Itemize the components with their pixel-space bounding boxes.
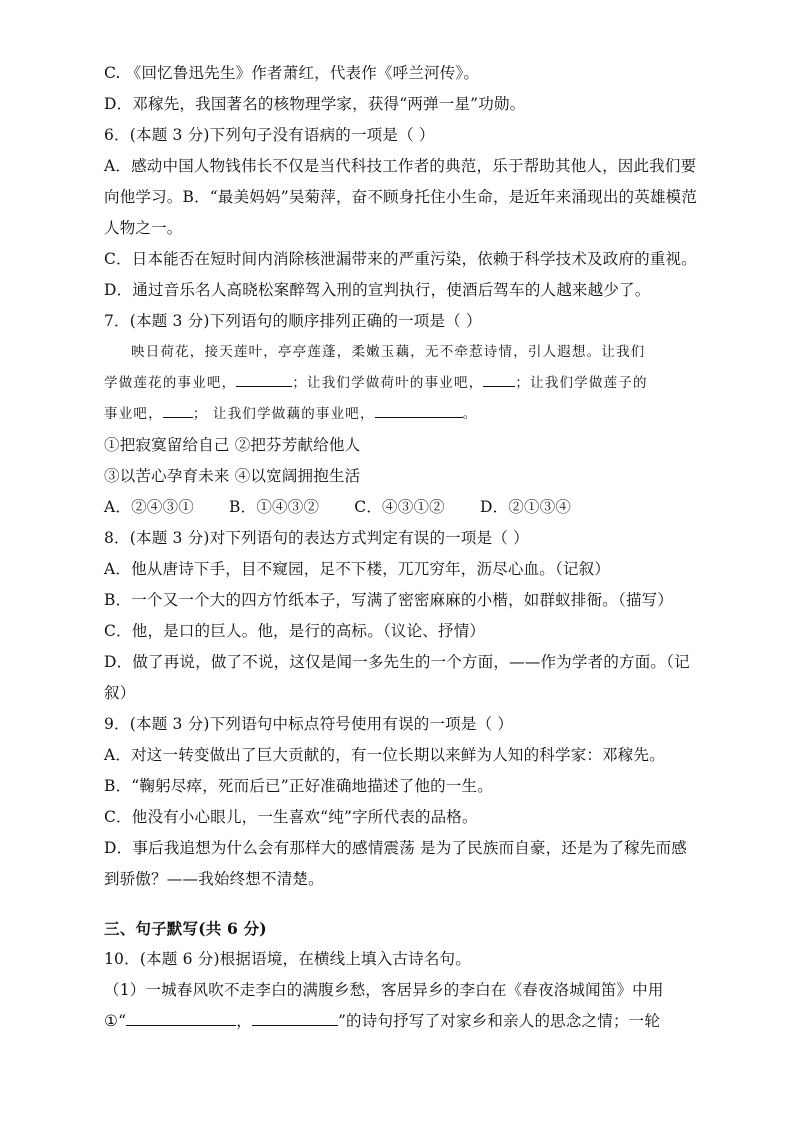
question-6-option-c: C．日本能否在短时间内消除核泄漏带来的严重污染，依赖于科学技术及政府的重视。 [104,250,697,268]
passage-text: ； 让我们学做藕的事业吧， [192,406,375,422]
passage-text: 。 [462,406,478,422]
option-b: B．①④③② [229,498,320,516]
question-9-option-a: A．对这一转变做出了巨大贡献的，有一位长期以来鲜为人知的科学家：邓稼先。 [104,746,665,764]
blank-separator: ， [236,1012,252,1030]
passage-text: ；让我们学做莲子的 [515,375,648,391]
passage-text: ；让我们学做荷叶的事业吧， [292,375,484,391]
blank-prefix: ①“ [104,1012,127,1030]
fill-blank[interactable] [236,370,292,387]
passage-text: 学做莲花的事业吧， [104,375,237,391]
question-8: 8．(本题 3 分)对下列语句的表达方式判定有误的一项是（ ） [104,529,529,547]
question-7-passage-line-1: 映日荷花，接天莲叶，亭亭莲蓬，柔嫩玉藕，无不牵惹诗情，引人遐想。让我们 [131,344,646,360]
question-6-option-a-b: A．感动中国人物钱伟长不仅是当代科技工作者的典范，乐于帮助其他人，因此我们要向他学习。B．“最美妈妈”吴菊萍，奋不顾身托住小生命，是近年来涌现出的英雄模范人物之一。 [104,157,698,237]
option-a: A．②④③① [104,498,194,516]
question-7-choices-2: ③以苦心孕育未来 ④以宽阔拥抱生活 [104,467,361,485]
question-7-options [104,492,698,523]
blank-suffix: ”的诗句抒写了对家乡和亲人的思念之情；一轮 [337,1012,661,1030]
option-c: C．④③①② [354,498,445,516]
option-c-line: C. 《回忆鲁迅先生》作者萧红，代表作《呼兰河传》。 [104,64,480,82]
question-7-passage-line-3 [104,399,698,430]
question-7: 7．(本题 3 分)下列语句的顺序排列正确的一项是（ ） [104,312,482,330]
fill-blank[interactable] [252,1009,338,1026]
passage-text: 事业吧， [104,406,163,422]
question-6-option-d: D．通过音乐名人高晓松案醉驾入刑的宣判执行，使酒后驾车的人越来越少了。 [104,281,651,299]
question-9-option-d: D．事后我追想为什么会有那样大的感情震荡 是为了民族而自豪，还是为了稼先而感到骄傲？——我始终想不清楚。 [104,839,687,888]
question-9: 9．(本题 3 分)下列语句中标点符号使用有误的一项是（ ） [104,715,514,733]
question-9-option-c: C．他没有小心眼儿，一生喜欢“纯”字所代表的品格。 [104,808,478,826]
fill-blank[interactable] [375,401,463,418]
option-d: D．②①③④ [479,498,572,516]
question-8-option-a: A．他从唐诗下手，目不窥园，足不下楼，兀兀穷年，沥尽心血。（记叙） [104,560,611,578]
exam-page [104,58,698,1037]
fill-blank[interactable] [163,401,193,418]
question-10-part-1: （1）一城春风吹不走李白的满腹乡愁，客居异乡的李白在《春夜洛城闻笛》中用 [104,981,664,999]
section-3-heading: 三、句子默写(共 6 分) [104,919,267,938]
question-10-part-1-blanks [104,1006,698,1037]
question-7-passage-line-2 [104,368,698,399]
fill-blank[interactable] [126,1009,236,1026]
question-6: 6．(本题 3 分)下列句子没有语病的一项是（ ） [104,126,435,144]
question-8-option-b: B．一个又一个大的四方竹纸本子，写满了密密麻麻的小楷，如群蚁排衙。（描写） [104,591,674,609]
question-9-option-b: B．“鞠躬尽瘁，死而后已”正好准确地描述了他的一生。 [104,777,493,795]
question-7-choices-1: ①把寂寞留给自己 ②把芬芳献给他人 [104,436,361,454]
question-8-option-c: C．他，是口的巨人。他，是行的高标。（议论、抒情） [104,622,486,640]
option-d-line: D．邓稼先，我国著名的核物理学家，获得“两弹一星”功勋。 [104,95,526,113]
question-8-option-d: D．做了再说，做了不说，这仅是闻一多先生的一个方面，——作为学者的方面。（记叙） [104,653,690,702]
question-10: 10．(本题 6 分)根据语境，在横线上填入古诗名句。 [104,950,471,968]
fill-blank[interactable] [483,370,515,387]
